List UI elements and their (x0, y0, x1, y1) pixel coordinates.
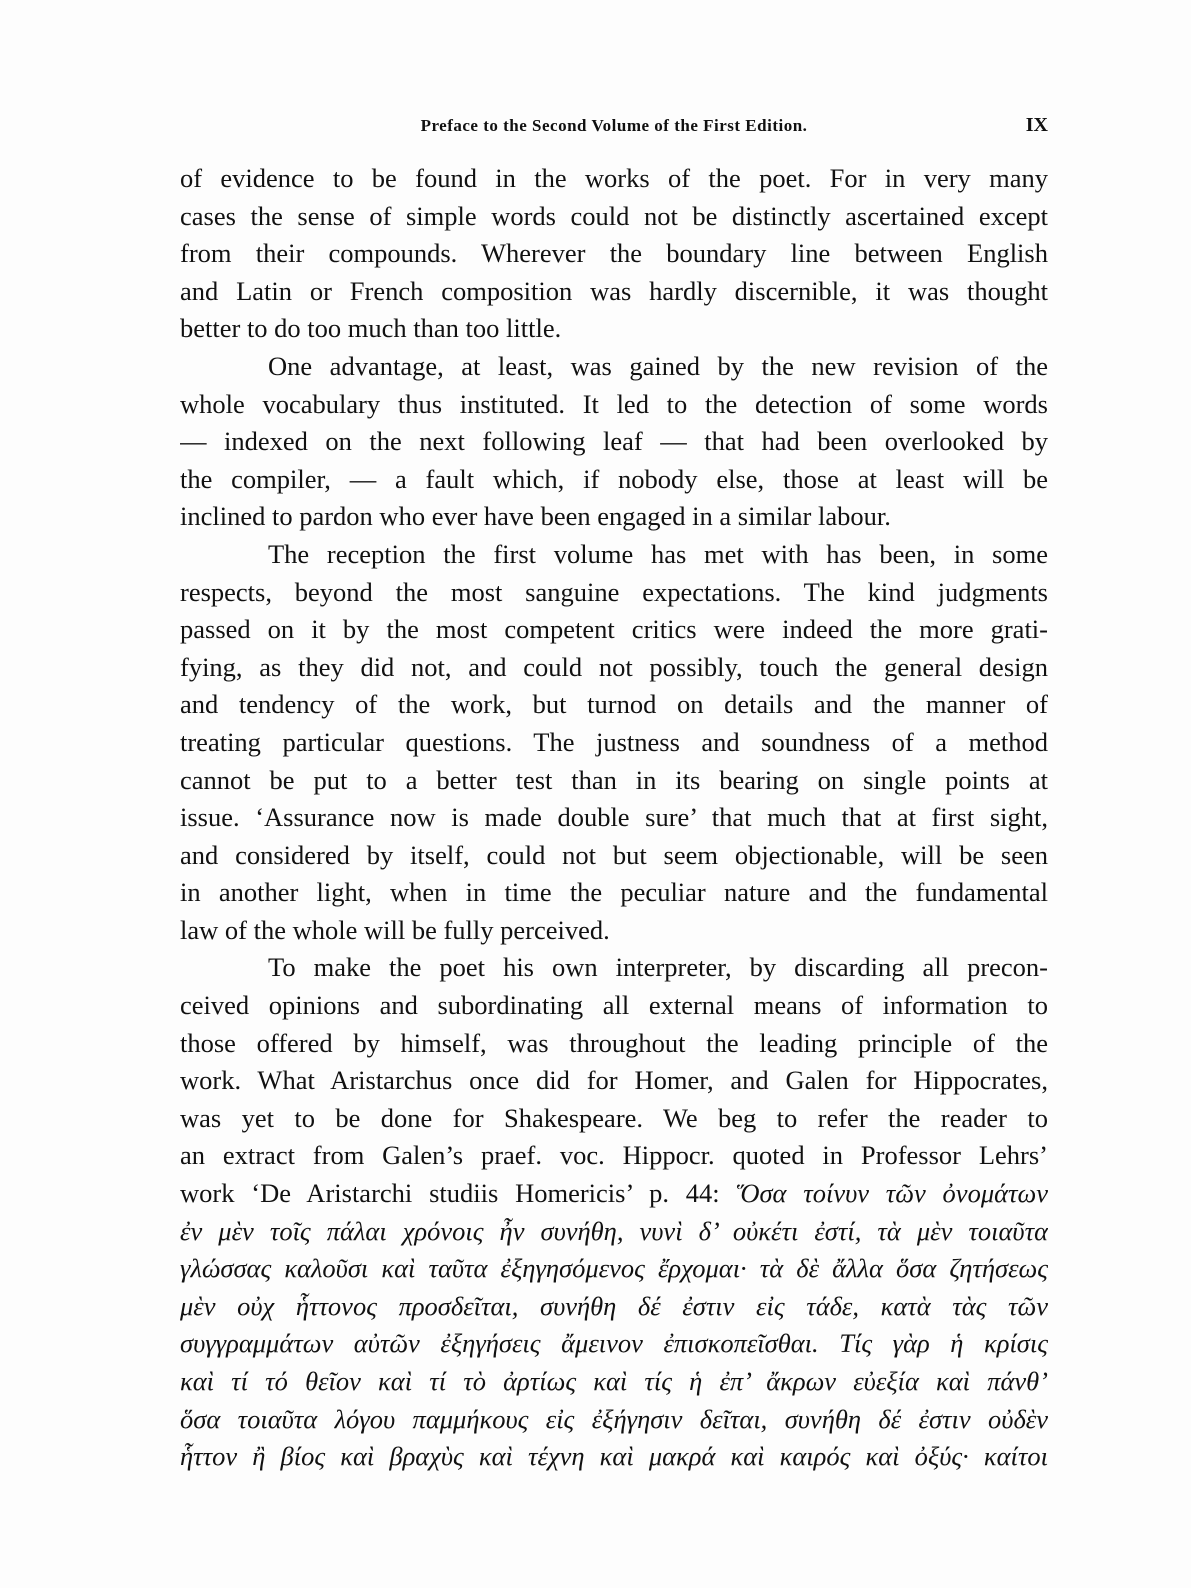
greek-quote-line: μὲν οὐχ ἧττονος προσδεῖται, συνήθη δέ ἐστιν εἰς τάδε, κατὰ τὰς τῶν (180, 1290, 1048, 1321)
text-line: work. What Aristarchus once did for Homer, and Galen for Hippocrates, (180, 1065, 1048, 1096)
text-line: law of the whole will be fully perceived. (180, 914, 610, 945)
text-line: better to do too much than too little. (180, 313, 562, 344)
text-line: whole vocabulary thus instituted. It led to the detection of some words (180, 388, 1048, 419)
text-line: One advantage, at least, was gained by the new revision of the (268, 350, 1048, 381)
page-number: IX (1025, 114, 1048, 136)
greek-quote-line: ἧττον ἢ βίος καὶ βραχὺς καὶ τέχνη καὶ μακρά καὶ καιρός καὶ ὀξύς· καίτοι (180, 1441, 1048, 1472)
text-line: of evidence to be found in the works of the poet. For in very many (180, 163, 1048, 193)
text-line (180, 1175, 1048, 1213)
text-line: was yet to be done for Shakespeare. We beg to refer the reader to (180, 1102, 1048, 1133)
text-line: an extract from Galen’s praef. voc. Hippocr. quoted in Professor Lehrs’ (180, 1140, 1048, 1171)
running-title: Preface to the Second Volume of the First Edition. (420, 116, 808, 135)
text-line: passed on it by the most competent critics were indeed the more grati- (180, 614, 1048, 645)
text-line: cases the sense of simple words could not be distinctly ascertained except (180, 200, 1048, 231)
text-line: and considered by itself, could not but seem objectionable, will be seen (180, 839, 1048, 870)
text-line: ceived opinions and subordinating all external means of information to (180, 990, 1048, 1021)
body-text (180, 160, 1048, 1476)
text-line: — indexed on the next following leaf — that had been overlooked by (180, 426, 1048, 457)
greek-quote-line: γλώσσας καλοῦσι καὶ ταῦτα ἐξηγησόμενος ἔρχομαι· τὰ δὲ ἄλλα ὅσα ζητήσεως (180, 1253, 1048, 1284)
text-line: and tendency of the work, but turnod on details and the manner of (180, 689, 1048, 720)
greek-quote-line: ἐν μὲν τοῖς πάλαι χρόνοις ἦν συνήθη, νυνὶ δ’ οὐκέτι ἐστί, τὰ μὲν τοιαῦτα (180, 1215, 1048, 1246)
text-line: inclined to pardon who ever have been engaged in a similar labour. (180, 501, 891, 532)
page-header (180, 112, 1048, 140)
text-line: those offered by himself, was throughout the leading principle of the (180, 1027, 1048, 1058)
text-line: treating particular questions. The justness and soundness of a method (180, 726, 1048, 757)
text-line: and Latin or French composition was hardly discernible, it was thought (180, 275, 1048, 306)
text-line: issue. ‘Assurance now is made double sure’ that much that at first sight, (180, 802, 1048, 833)
text-line: fying, as they did not, and could not possibly, touch the general design (180, 651, 1048, 682)
text-line: in another light, when in time the peculiar nature and the fundamental (180, 877, 1048, 908)
text-line: from their compounds. Wherever the boundary line between English (180, 238, 1048, 269)
text-line: To make the poet his own interpreter, by discarding all precon- (268, 952, 1048, 983)
greek-quote-line: καὶ τί τό θεῖον καὶ τί τὸ ἀρτίως καὶ τίς ἡ ἐπ’ ἄκρων εὐεξία καὶ πάνθ’ (180, 1366, 1048, 1396)
greek-quote-line: συγγραμμάτων αὐτῶν ἐξηγήσεις ἄμεινον ἐπισκοπεῖσθαι. Τίς γὰρ ἡ κρίσις (180, 1328, 1048, 1359)
text-line: The reception the first volume has met with has been, in some (268, 538, 1048, 569)
text-line: the compiler, — a fault which, if nobody else, those at least will be (180, 463, 1048, 494)
citation-text: work ‘De Aristarchi studiis Homericis’ p. 44: (180, 1178, 737, 1209)
text-line: cannot be put to a better test than in its bearing on single points at (180, 764, 1048, 795)
text-line: respects, beyond the most sanguine expectations. The kind judgments (180, 576, 1048, 607)
greek-quote-start: Ὅσα τοίνυν τῶν ὀνομάτων (736, 1178, 1048, 1209)
greek-quote-line: ὅσα τοιαῦτα λόγου παμμήκους εἰς ἐξήγησιν δεῖται, συνήθη δέ ἐστιν οὐδὲν (180, 1403, 1048, 1434)
